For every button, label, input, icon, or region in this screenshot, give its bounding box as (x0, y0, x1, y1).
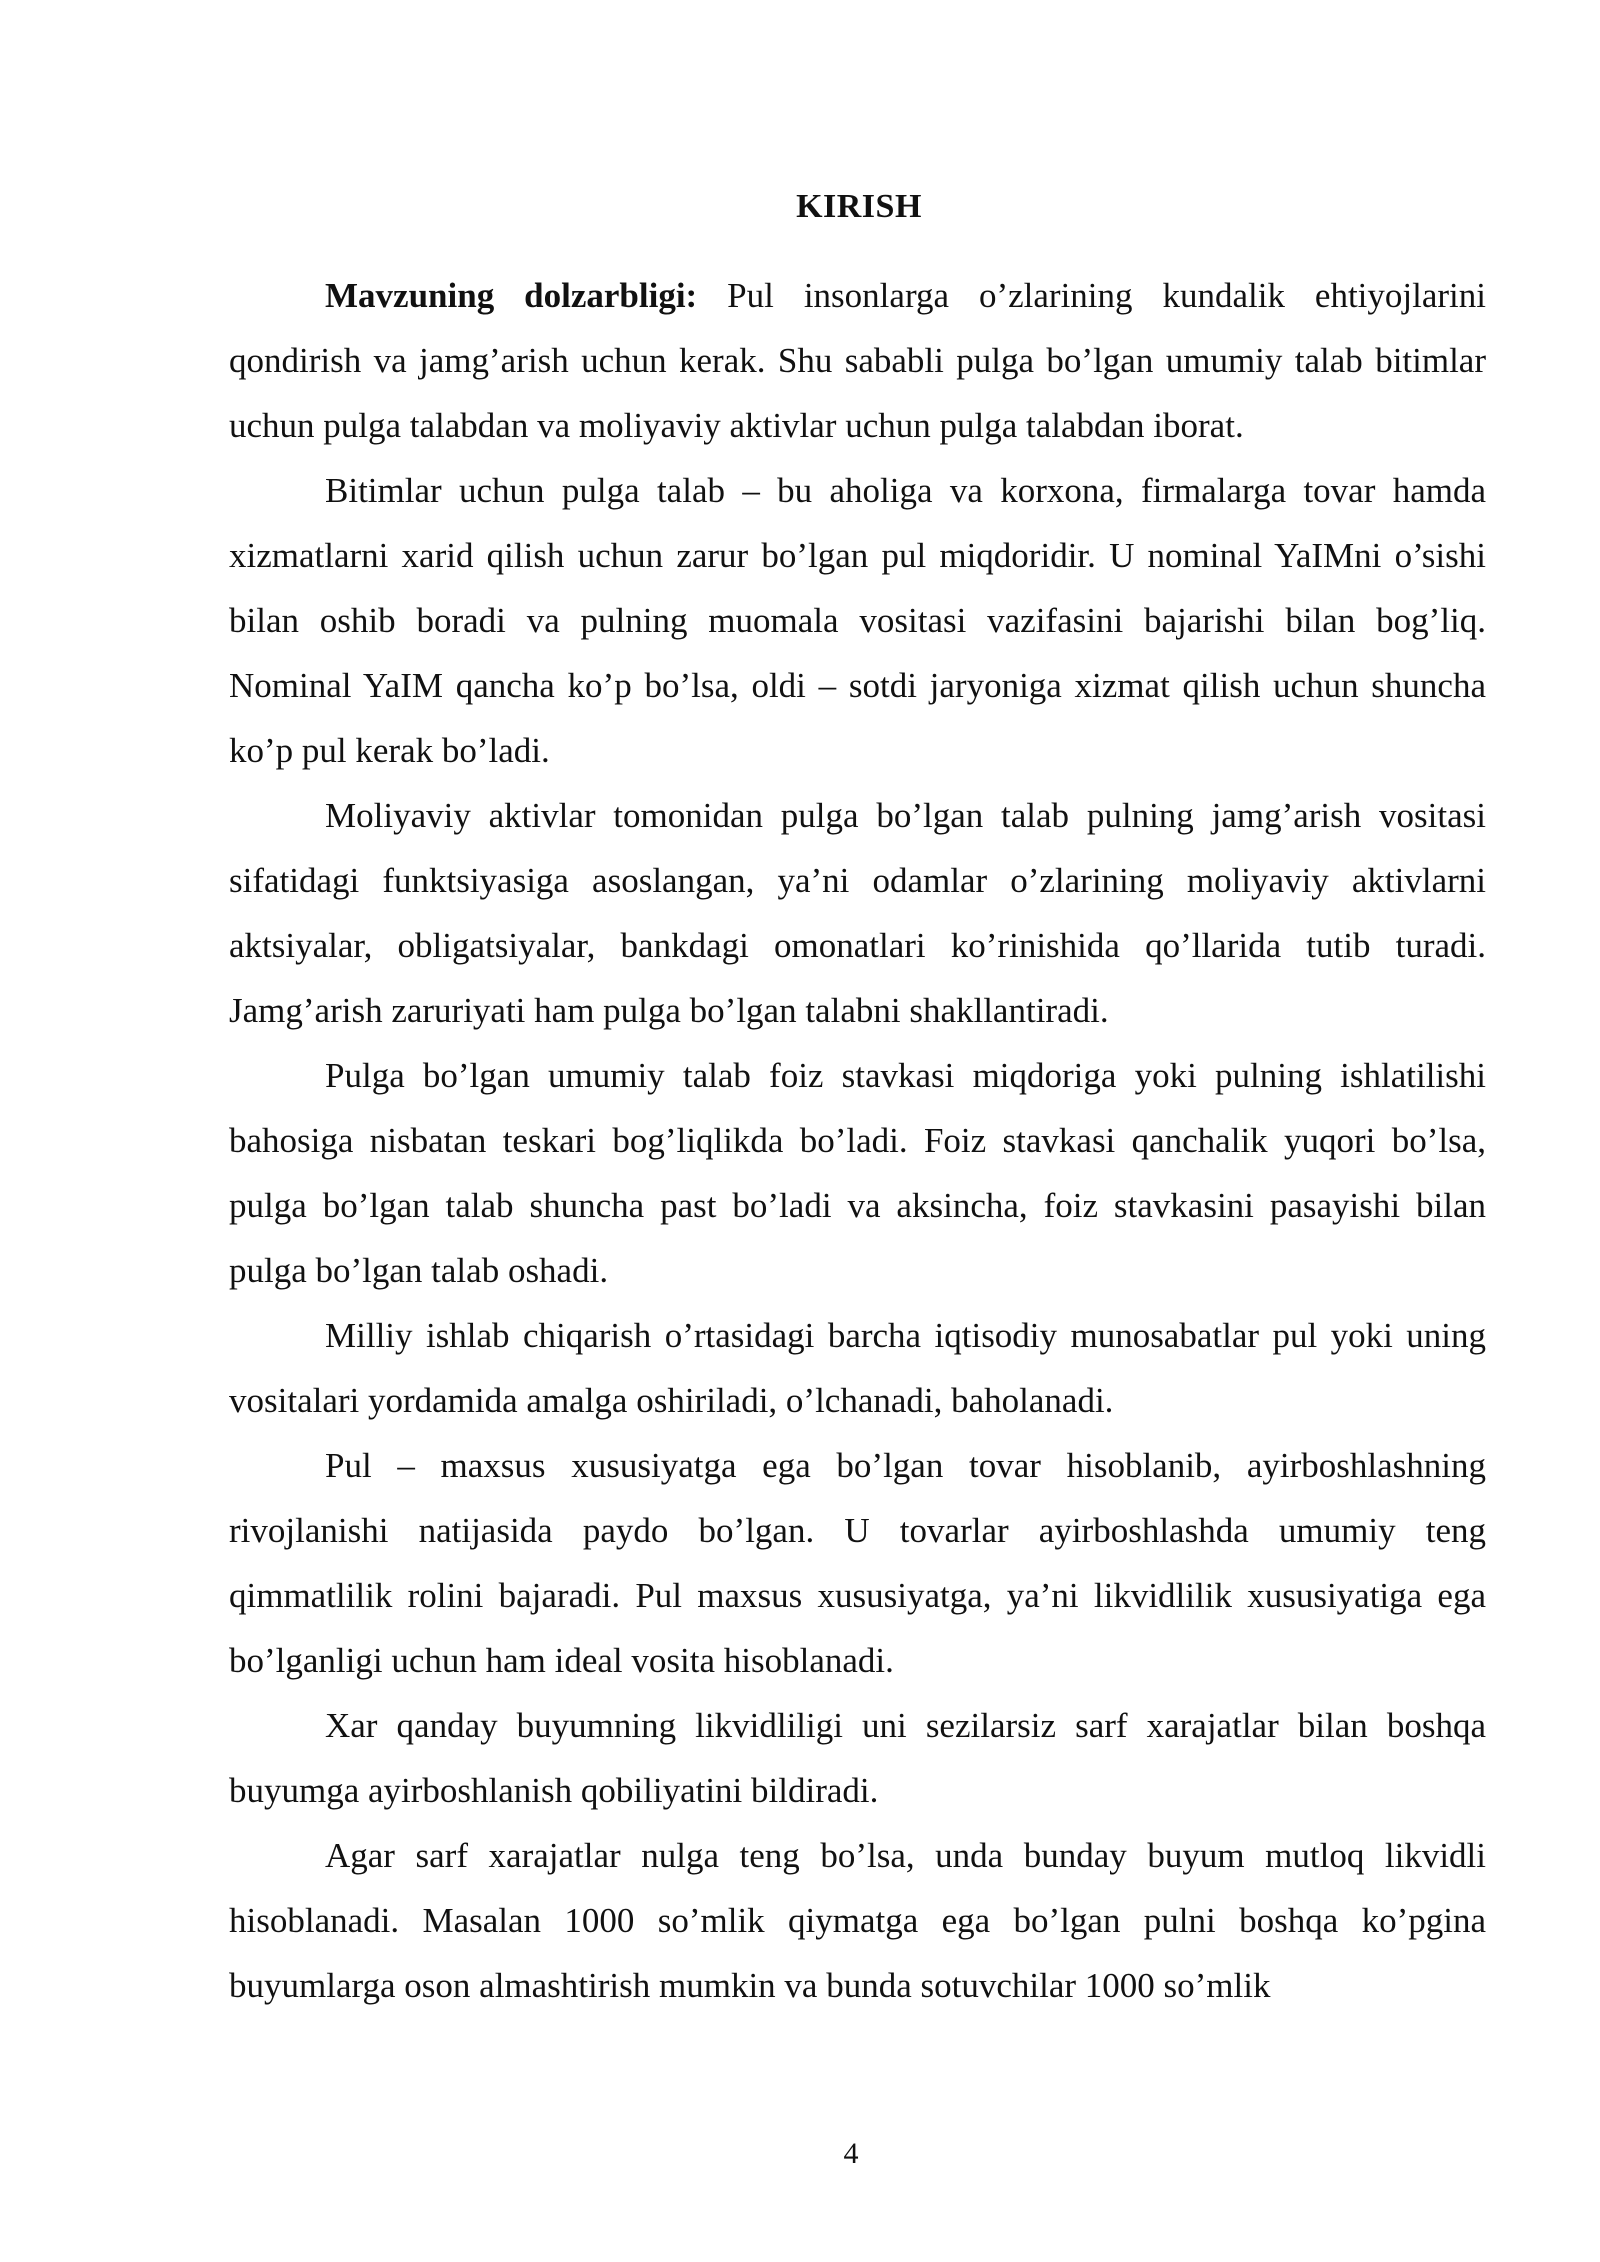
paragraph-text: Pul insonlarga o’zlarining kundalik ehtiyojlarini qondirish va jamg’arish uchun kerak. Shu sababli pulga bo’lgan umumiy talab bitimlar uchun pulga talabdan va moliyaviy aktivlar uchun pulga talabdan iborat. (229, 276, 1486, 445)
paragraph: Milliy ishlab chiqarish o’rtasidagi barcha iqtisodiy munosabatlar pul yoki uning vositalari yordamida amalga oshiriladi, o’lchanadi, baholanadi. (229, 1316, 1486, 1420)
paragraph: Moliyaviy aktivlar tomonidan pulga bo’lgan talab pulning jamg’arish vositasi sifatidagi funktsiyasiga asoslangan, ya’ni odamlar o’zlarining moliyaviy aktivlarni aktsiyalar, obligatsiyalar, bankdagi omonatlari ko’rinishida qo’llarida tutib turadi. Jamg’arish zaruriyati ham pulga bo’lgan talabni shakllantiradi. (229, 796, 1486, 1030)
paragraph-relevance (229, 263, 1486, 458)
paragraph: Bitimlar uchun pulga talab – bu aholiga va korxona, firmalarga tovar hamda xizmatlarni xarid qilish uchun zarur bo’lgan pul miqdoridir. U nominal YaIMni o’sishi bilan oshib boradi va pulning muomala vositasi vazifasini bajarishi bilan bog’liq. Nominal YaIM qancha ko’p bo’lsa, oldi – sotdi jaryoniga xizmat qilish uchun shuncha ko’p pul kerak bo’ladi. (229, 471, 1486, 770)
body-text (229, 263, 1486, 2018)
paragraph: Pul – maxsus xususiyatga ega bo’lgan tovar hisoblanib, ayirboshlashning rivojlanishi natijasida paydo bo’lgan. U tovarlar ayirboshlashda umumiy teng qimmatlilik rolini bajaradi. Pul maxsus xususiyatga, ya’ni likvidlilik xususiyatiga ega bo’lganligi uchun ham ideal vosita hisoblanadi. (229, 1446, 1486, 1680)
paragraph: Pulga bo’lgan umumiy talab foiz stavkasi miqdoriga yoki pulning ishlatilishi bahosiga nisbatan teskari bog’liqlikda bo’ladi. Foiz stavkasi qanchalik yuqori bo’lsa, pulga bo’lgan talab shuncha past bo’ladi va aksincha, foiz stavkasini pasayishi bilan pulga bo’lgan talab oshadi. (229, 1056, 1486, 1290)
page-title: KIRISH (796, 188, 922, 225)
paragraph: Xar qanday buyumning likvidliligi uni sezilarsiz sarf xarajatlar bilan boshqa buyumga ayirboshlanish qobiliyatini bildiradi. (229, 1706, 1486, 1810)
page-number: 4 (843, 2137, 859, 2170)
paragraph: Agar sarf xarajatlar nulga teng bo’lsa, unda bunday buyum mutloq likvidli hisoblanadi. Masalan 1000 so’mlik qiymatga ega bo’lgan pulni boshqa ko’pgina buyumlarga oson almashtirish mumkin va bunda sotuvchilar 1000 so’mlik (229, 1836, 1486, 2005)
paragraph-lead: Mavzuning dolzarbligi: (325, 276, 698, 315)
